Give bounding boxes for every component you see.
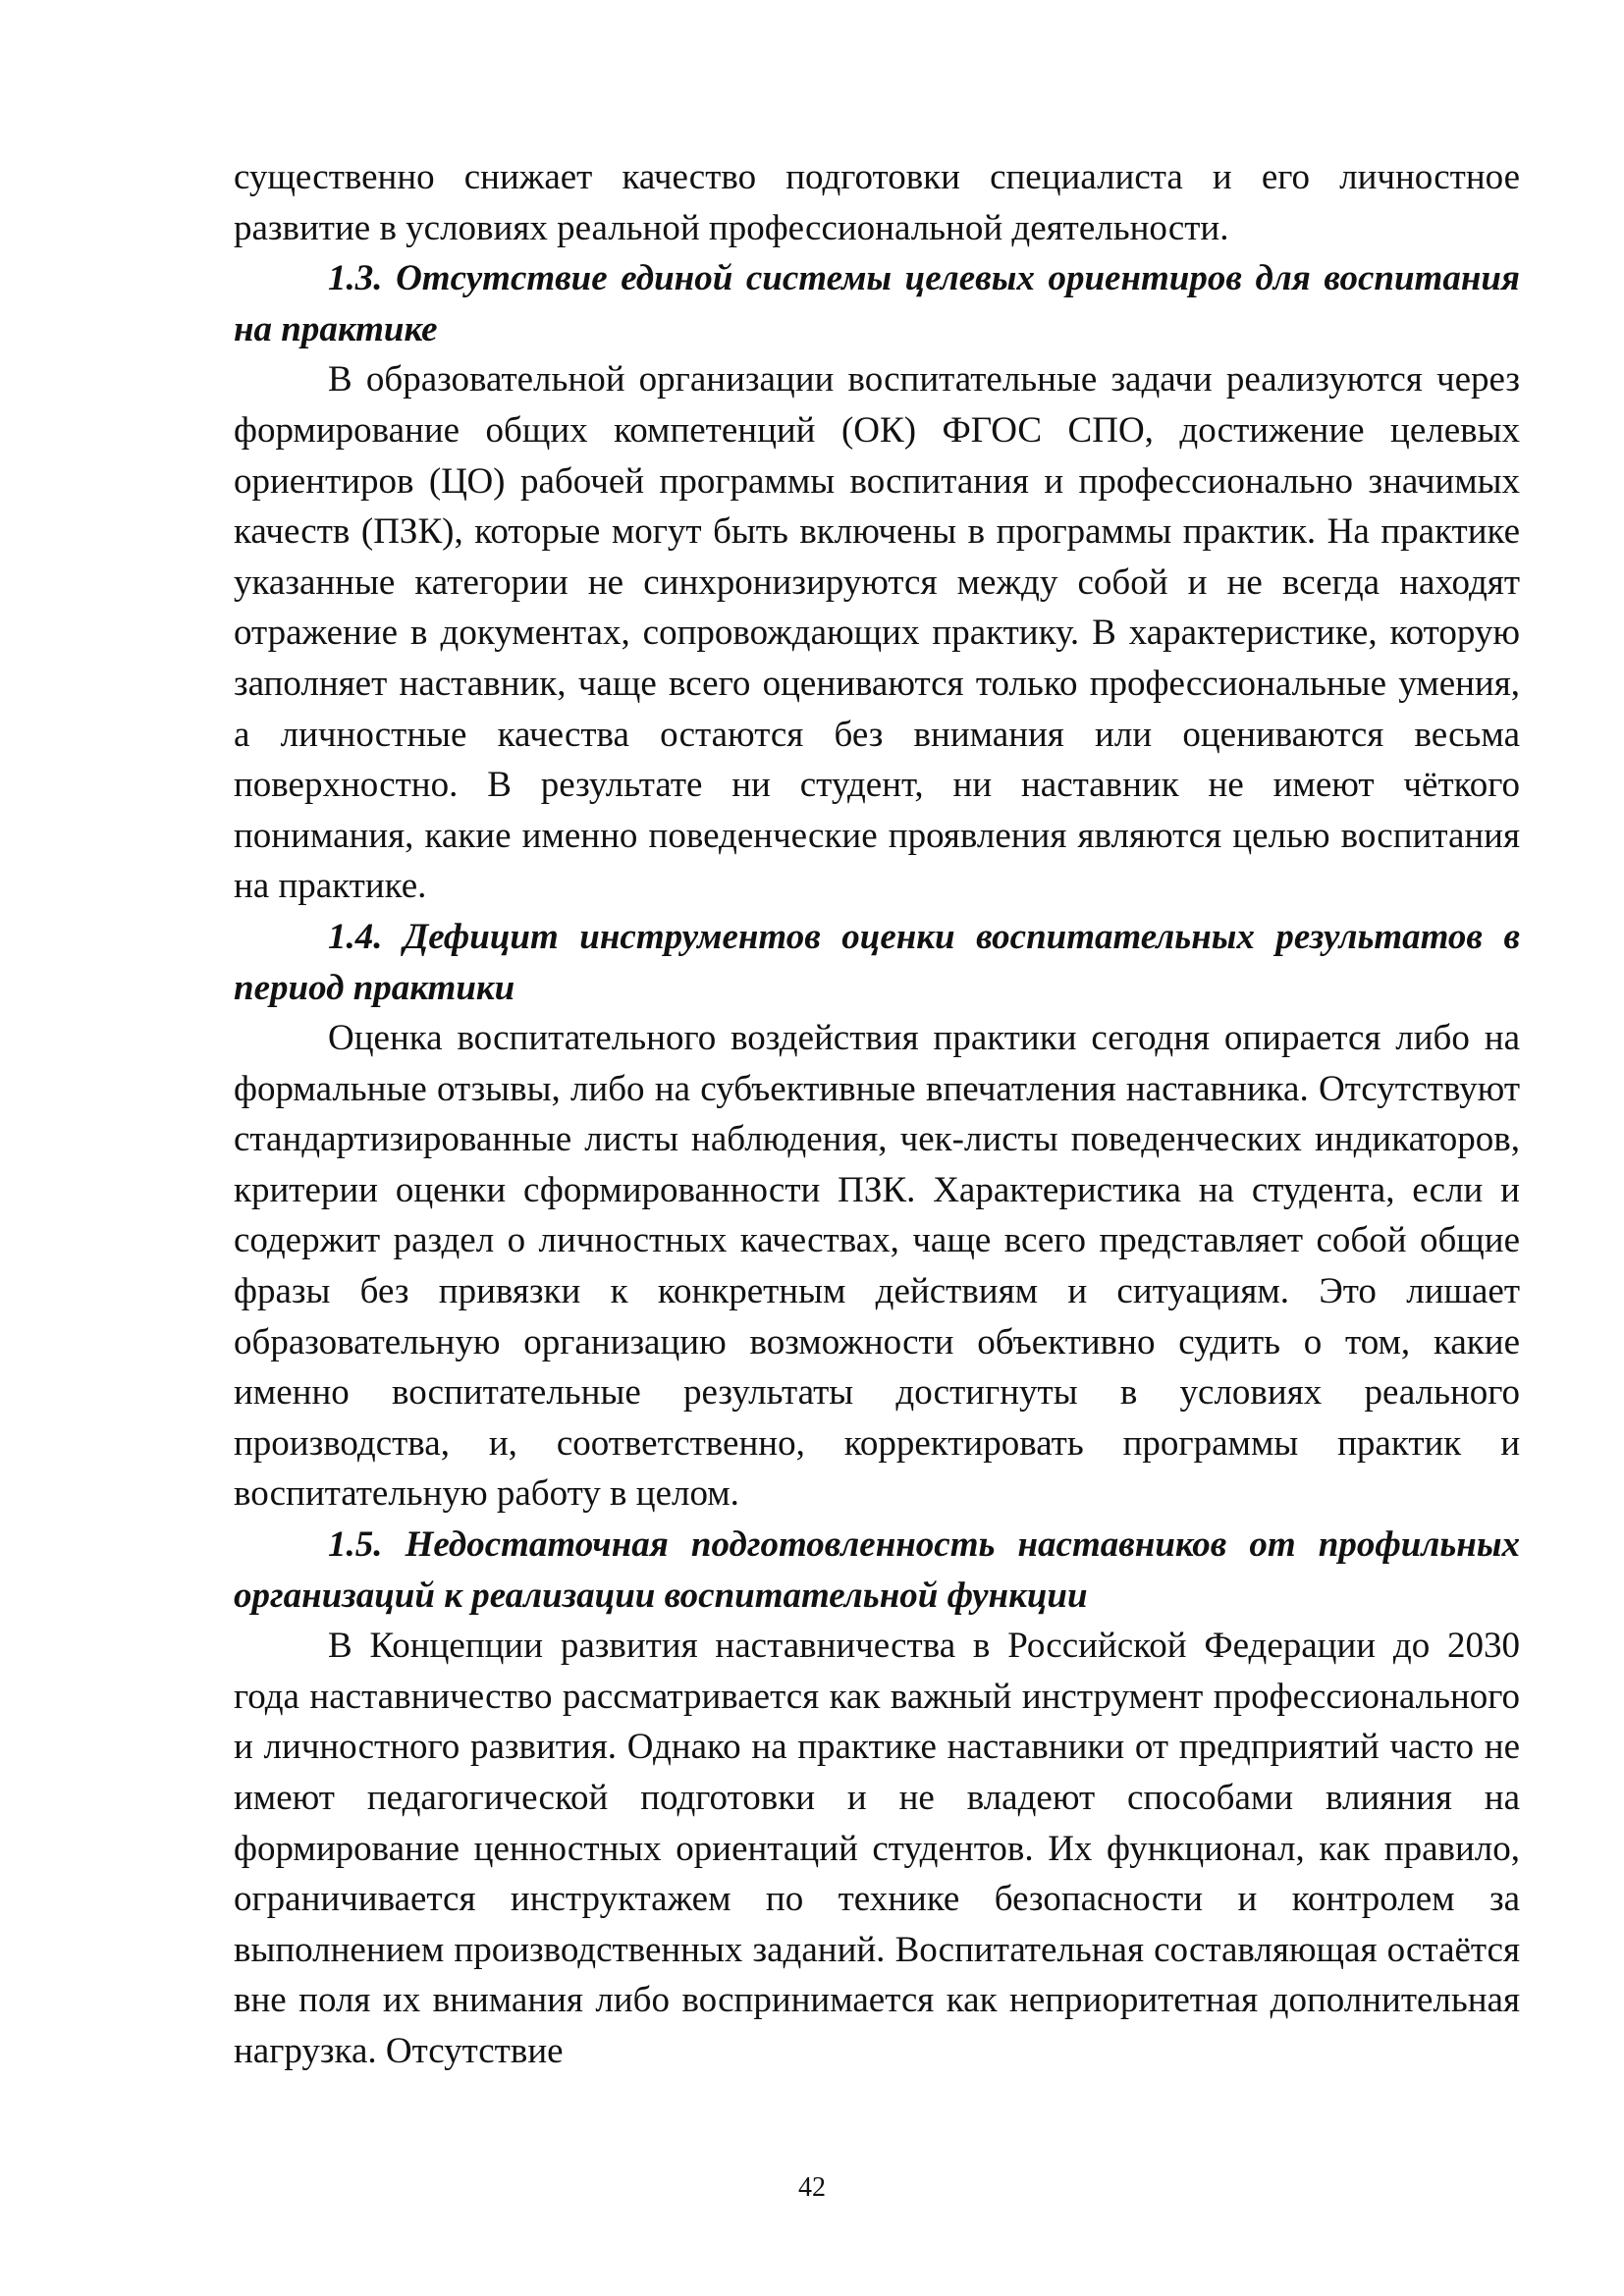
section-heading-1-3: 1.3. Отсутствие единой системы целевых ориентиров для воспитания на практике bbox=[234, 258, 1520, 349]
page-number: 42 bbox=[798, 2172, 826, 2203]
page-text bbox=[234, 152, 1520, 2077]
paragraph-section-1-4: Оценка воспитательного воздействия практики сегодня опирается либо на формальные отзывы, либо на субъективные впечатления наставника. Отсутствуют стандартизированные листы наблюдения, чек-листы поведенческих индикаторов, критерии оценки сформированности ПЗК. Характеристика на студента, если и содержит раздел о личностных качествах, чаще всего представляет собой общие фразы без привязки к конкретным действиям и ситуациям. Это лишает образовательную организацию возможности объективно судить о том, какие именно воспитательные результаты достигнуты в условиях реального производства, и, соответственно, корректировать программы практик и воспитательную работу в целом. bbox=[234, 1018, 1520, 1515]
section-heading-1-4: 1.4. Дефицит инструментов оценки воспитательных результатов в период практики bbox=[234, 916, 1520, 1008]
section-heading-1-5: 1.5. Недостаточная подготовленность наставников от профильных организаций к реализации воспитательной функции bbox=[234, 1524, 1520, 1616]
paragraph-section-1-3: В образовательной организации воспитательные задачи реализуются через формирование общих компетенций (ОК) ФГОС СПО, достижение целевых ориентиров (ЦО) рабочей программы воспитания и профессионально значимых качеств (ПЗК), которые могут быть включены в программы практик. На практике указанные категории не синхронизируются между собой и не всегда находят отражение в документах, сопровождающих практику. В характеристике, которую заполняет наставник, чаще всего оцениваются только профессиональные умения, а личностные качества остаются без внимания или оцениваются весьма поверхностно. В результате ни студент, ни наставник не имеют чёткого понимания, какие именно поведенческие проявления являются целью воспитания на практике. bbox=[234, 359, 1520, 907]
paragraph-continuation: существенно снижает качество подготовки специалиста и его личностное развитие в условиях реальной профессиональной деятельности. bbox=[234, 157, 1520, 248]
paragraph-section-1-5: В Концепции развития наставничества в Российской Федерации до 2030 года наставничество рассматривается как важный инструмент профессионального и личностного развития. Однако на практике наставники от предприятий часто не имеют педагогической подготовки и не владеют способами влияния на формирование ценностных ориентаций студентов. Их функционал, как правило, ограничивается инструктажем по технике безопасности и контролем за выполнением производственных заданий. Воспитательная составляющая остаётся вне поля их внимания либо воспринимается как неприоритетная дополнительная нагрузка. Отсутствие bbox=[234, 1626, 1520, 2071]
